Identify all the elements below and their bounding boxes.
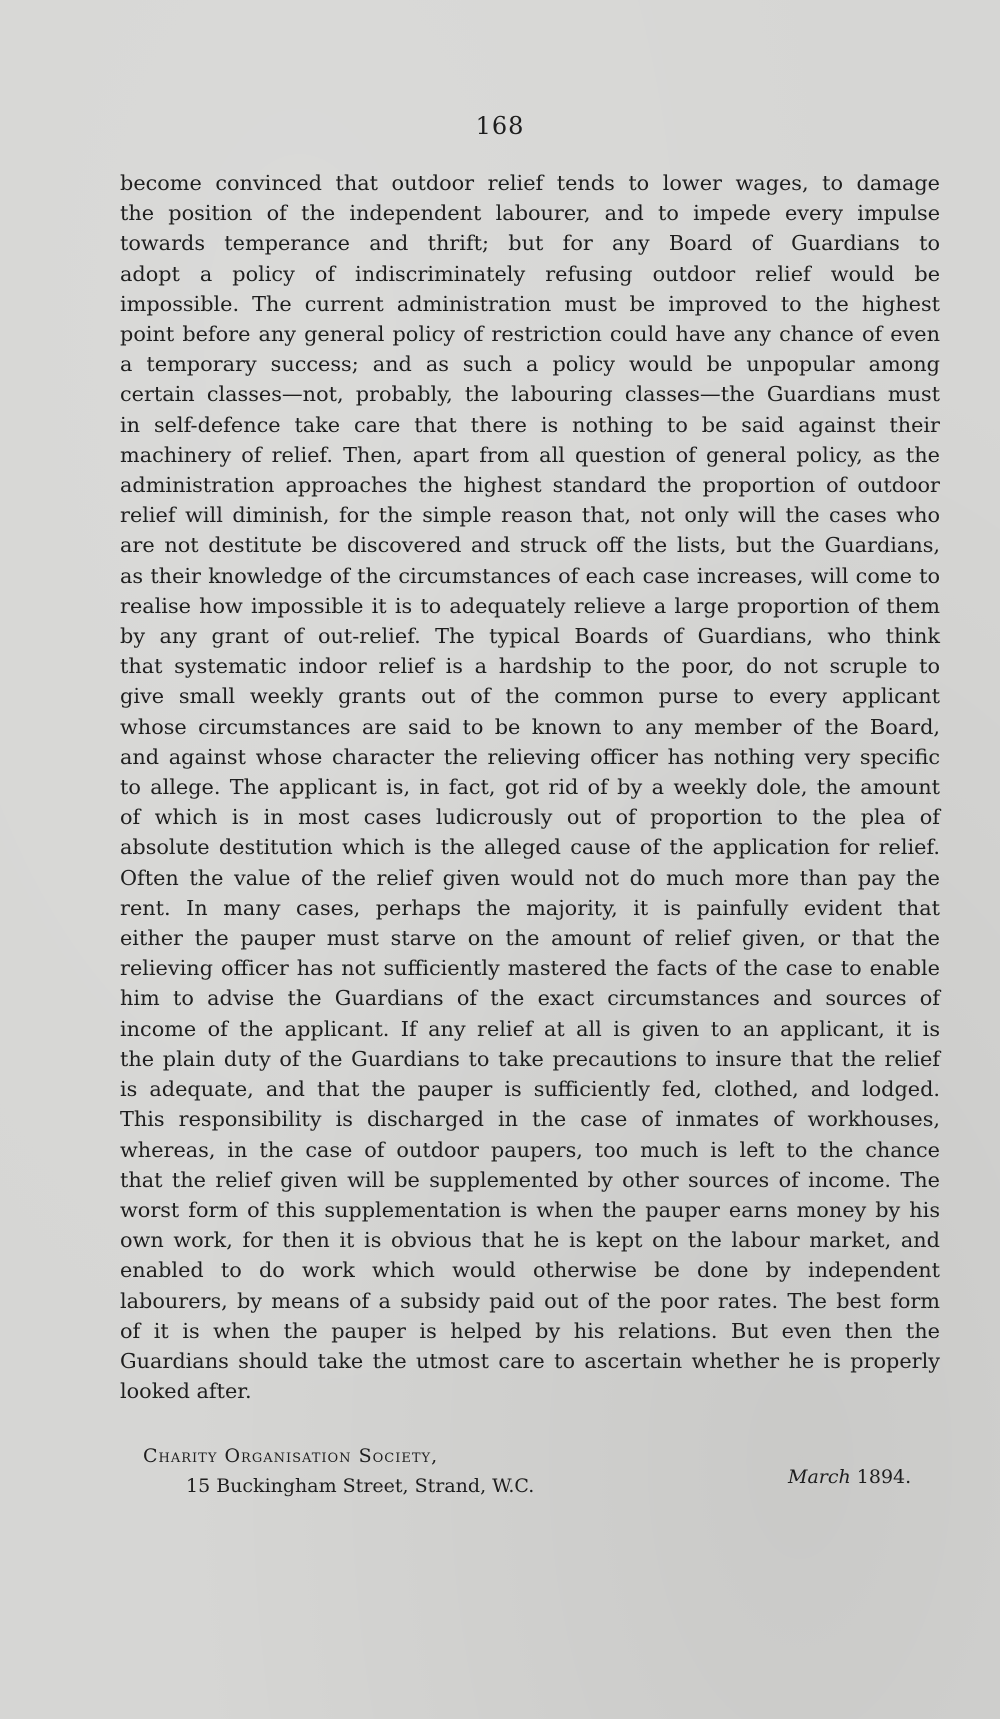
text-line: Often the value of the relief given would not do much more than pay the <box>120 865 940 890</box>
page-number: 168 <box>475 112 525 140</box>
organization-name: Charity Organisation Society, <box>143 1445 439 1467</box>
text-line: become convinced that outdoor relief tends to lower wages, to damage <box>120 171 940 195</box>
text-line: as their knowledge of the circumstances of each case increases, will come to <box>120 563 940 588</box>
text-line: whereas, in the case of outdoor paupers, too much is left to the chance <box>120 1137 940 1162</box>
text-line: certain classes—not, probably, the labouring classes—the Guardians must <box>120 382 940 407</box>
text-line: and against whose character the relieving officer has nothing very specific <box>120 744 940 769</box>
text-line: the position of the independent labourer, and to impede every impulse <box>120 201 940 226</box>
text-line: realise how impossible it is to adequately relieve a large proportion of them <box>120 593 940 618</box>
text-line: impossible. The current administration must be improved to the highest <box>120 291 940 316</box>
text-line: looked after. <box>120 1379 252 1404</box>
text-line: point before any general policy of restriction could have any chance of even <box>120 322 940 347</box>
text-line: give small weekly grants out of the common purse to every applicant <box>120 684 940 709</box>
text-line: relief will diminish, for the simple reason that, not only will the cases who <box>120 503 940 528</box>
text-line: in self-defence take care that there is nothing to be said against their <box>120 412 940 437</box>
text-line: him to advise the Guardians of the exact circumstances and sources of <box>120 986 940 1011</box>
text-line: machinery of relief. Then, apart from all question of general policy, as the <box>120 442 940 467</box>
text-line: whose circumstances are said to be known to any member of the Board, <box>120 714 940 739</box>
text-line: by any grant of out-relief. The typical Boards of Guardians, who think <box>120 624 940 649</box>
text-line: worst form of this supplementation is when the pauper earns money by his <box>120 1197 940 1222</box>
text-line: administration approaches the highest standard the proportion of outdoor <box>120 473 940 498</box>
text-line: either the pauper must starve on the amount of relief given, or that the <box>120 926 940 951</box>
text-line: enabled to do work which would otherwise be done by independent <box>120 1258 940 1283</box>
text-line: that the relief given will be supplemented by other sources of income. The <box>120 1167 940 1192</box>
date-year: 1894. <box>856 1466 912 1488</box>
text-line: the plain duty of the Guardians to take precautions to insure that the relief <box>120 1046 940 1071</box>
text-line: relieving officer has not sufficiently mastered the facts of the case to enable <box>120 956 940 981</box>
text-line: This responsibility is discharged in the case of inmates of workhouses, <box>120 1107 940 1132</box>
text-line: of which is in most cases ludicrously out of proportion to the plea of <box>120 805 940 830</box>
document-footer <box>0 1445 1000 1525</box>
text-line: own work, for then it is obvious that he is kept on the labour market, and <box>120 1228 940 1253</box>
text-line: is adequate, and that the pauper is sufficiently fed, clothed, and lodged. <box>120 1077 940 1102</box>
text-line: a temporary success; and as such a policy would be unpopular among <box>120 352 940 377</box>
text-line: that systematic indoor relief is a hardship to the poor, do not scruple to <box>120 654 940 679</box>
text-line: income of the applicant. If any relief at all is given to an applicant, it is <box>120 1016 940 1041</box>
document-date <box>788 1466 911 1488</box>
body-paragraph <box>120 168 940 1406</box>
organization-address: 15 Buckingham Street, Strand, W.C. <box>186 1475 535 1497</box>
text-line: rent. In many cases, perhaps the majority, it is painfully evident that <box>120 895 940 920</box>
text-line: to allege. The applicant is, in fact, got rid of by a weekly dole, the amount <box>120 775 940 800</box>
text-line: of it is when the pauper is helped by his relations. But even then the <box>120 1318 940 1343</box>
date-month: March <box>788 1466 851 1488</box>
text-line: Guardians should take the utmost care to ascertain whether he is properly <box>120 1348 940 1373</box>
text-line: absolute destitution which is the alleged cause of the application for relief. <box>120 835 940 860</box>
text-line: adopt a policy of indiscriminately refusing outdoor relief would be <box>120 261 940 286</box>
text-line: are not destitute be discovered and struck off the lists, but the Guardians, <box>120 533 940 558</box>
text-line: towards temperance and thrift; but for any Board of Guardians to <box>120 231 940 256</box>
text-line: labourers, by means of a subsidy paid out of the poor rates. The best form <box>120 1288 940 1313</box>
